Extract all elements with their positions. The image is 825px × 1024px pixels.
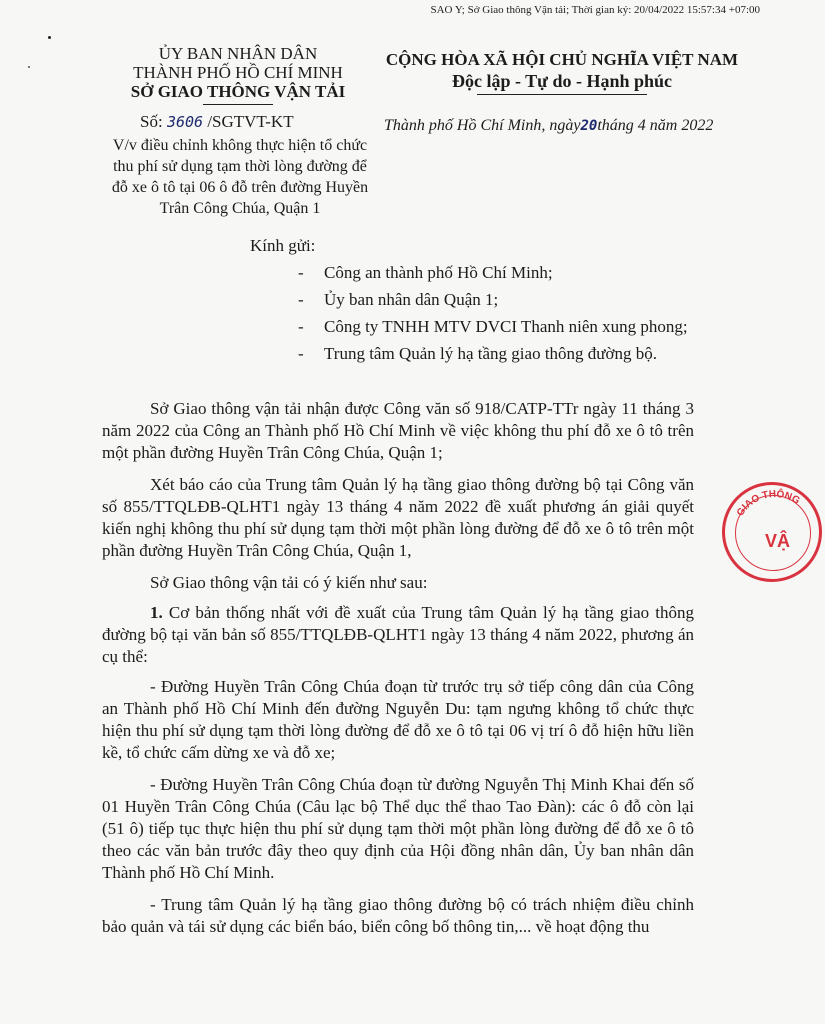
seal-center-text: VẬ (765, 531, 791, 551)
national-header (368, 50, 756, 95)
paragraph-1: Sở Giao thông vận tải nhận được Công văn số 918/CATP-TTr ngày 11 tháng 3 năm 2022 của Công an Thành phố Hồ Chí Minh về việc không thu phí đỗ xe ô tô trên một phần đường Huyền Trân Công Chúa, Quận 1; (102, 399, 694, 462)
scan-speck (28, 66, 30, 68)
digital-signature-line: SAO Y; Sở Giao thông Vận tải; Thời gian ký: 20/04/2022 15:57:34 +07:00 (430, 4, 760, 16)
divider (203, 104, 273, 105)
date-line (384, 117, 713, 135)
date-suffix: tháng 4 năm 2022 (597, 117, 714, 134)
paragraph-6: - Đường Huyền Trân Công Chúa đoạn từ đường Nguyễn Thị Minh Khai đến số 01 Huyền Trân Công Chúa (Câu lạc bộ Thể dục thể thao Tao Đàn): các ô đỗ còn lại (51 ô) tiếp tục thực hiện thu phí sử dụng tạm thời một phần lòng đường để đỗ xe ô tô theo các văn bản trước đây theo quy định của Hội đồng nhân dân, Ủy ban nhân dân Thành phố Hồ Chí Minh. (102, 775, 694, 882)
scan-speck (48, 36, 51, 39)
divider (477, 94, 647, 95)
seal-ring-text: GIAO THÔNG (734, 488, 802, 519)
paragraph-3: Sở Giao thông vận tải có ý kiến như sau: (150, 573, 428, 592)
authority-line-3: SỞ GIAO THÔNG VẬN TẢI (130, 82, 346, 101)
subject-line: V/v điều chỉnh không thực hiện tổ chức thu phí sử dụng tạm thời lòng đường để đỗ xe ô tô tại 06 ô đỗ trên đường Huyền Trân Công Chúa, Quận 1 (111, 137, 369, 217)
issuing-authority (118, 44, 358, 105)
authority-line-1: ỦY BAN NHÂN DÂN (158, 44, 318, 63)
recipient-list (298, 259, 688, 367)
recipient-item: - Công an thành phố Hồ Chí Minh; (298, 259, 688, 286)
recipient-item: - Trung tâm Quản lý hạ tầng giao thông đường bộ. (298, 340, 688, 367)
svg-text:GIAO THÔNG (735, 487, 802, 518)
national-motto: Độc lập - Tự do - Hạnh phúc (451, 71, 673, 91)
number-handwritten: 3606 (166, 113, 204, 131)
document-number (140, 112, 294, 132)
item-number: 1. (150, 603, 163, 622)
recipient-item: - Công ty TNHH MTV DVCI Thanh niên xung phong; (298, 313, 688, 340)
seal-text-graphic (725, 485, 825, 585)
kinh-gui-label: Kính gửi: (250, 236, 316, 255)
authority-line-2: THÀNH PHỐ HỒ CHÍ MINH (133, 63, 343, 82)
number-suffix: /SGTVT-KT (207, 112, 294, 131)
number-prefix: Số: (140, 112, 163, 131)
paragraph-4 (102, 602, 694, 668)
document-body (102, 398, 694, 948)
recipient-item: - Ủy ban nhân dân Quận 1; (298, 286, 688, 313)
paragraph-5: - Đường Huyền Trân Công Chúa đoạn từ trước trụ sở tiếp công dân của Công an Thành phố Hồ Chí Minh đến đường Nguyễn Du: tạm ngưng không tổ chức thực hiện thu phí sử dụng tạm thời lòng đường để đỗ xe ô tô tại 06 vị trí ô đỗ hiện hữu liền kề, tổ chức cấm dừng xe và đỗ xe; (102, 677, 694, 762)
paragraph-7: - Trung tâm Quản lý hạ tầng giao thông đường bộ có trách nhiệm điều chỉnh bảo quản và tái sử dụng các biển báo, biển công bố thông tin,... về hoạt động thu (102, 895, 694, 936)
national-title: CỘNG HÒA XÃ HỘI CHỦ NGHĨA VIỆT NAM (385, 50, 739, 69)
date-day-handwritten: 20 (580, 118, 598, 134)
date-prefix: Thành phố Hồ Chí Minh, ngày (384, 117, 581, 134)
paragraph-2: Xét báo cáo của Trung tâm Quản lý hạ tầng giao thông đường bộ tại Công văn số 855/TTQLĐB-QLHT1 ngày 13 tháng 4 năm 2022 đề xuất phương án giải quyết kiến nghị không thu phí sử dụng tạm thời một phần lòng đường để đỗ xe ô tô trên một phần đường Huyền Trân Công Chúa, Quận 1, (102, 475, 694, 560)
red-seal (722, 482, 822, 582)
paragraph-4-text: Cơ bản thống nhất với đề xuất của Trung tâm Quản lý hạ tầng giao thông đường bộ tại văn bản số 855/TTQLĐB-QLHT1 ngày 13 tháng 4 năm 2022, phương án cụ thể: (102, 603, 695, 666)
